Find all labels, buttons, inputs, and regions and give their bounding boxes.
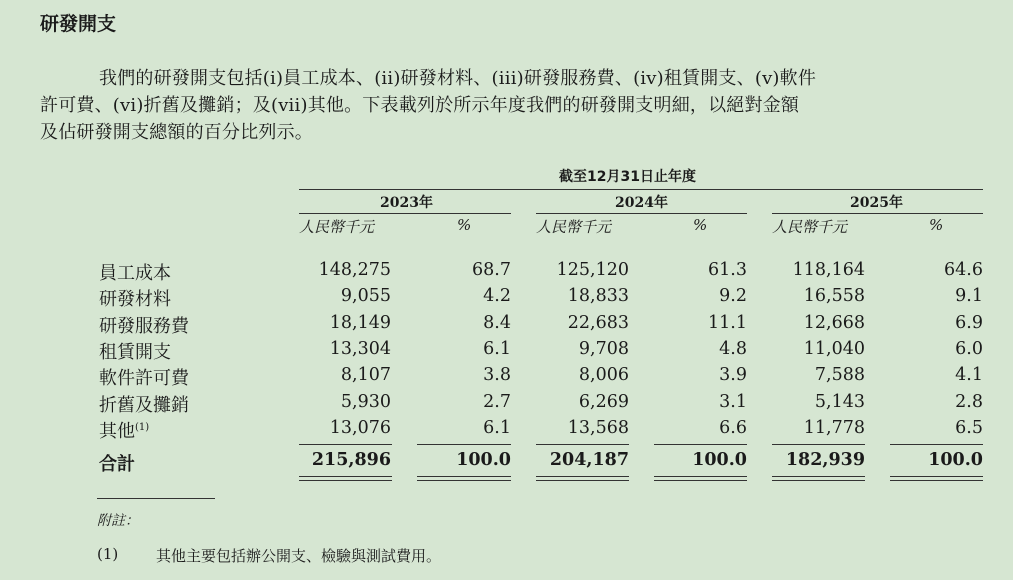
percent-cell: 6.5 [955,417,983,438]
amount-cell: 5,930 [340,391,391,412]
period-label: 截至12月31日止年度 [559,169,696,185]
total-percent-cell: 100.0 [456,450,511,470]
paragraph-line: 許可費、(vi)折舊及攤銷；及(vii)其他。下表載列於所示年度我們的研發開支明細，以絕對金額 [40,95,800,116]
percent-cell: 3.1 [719,391,747,412]
total-underline [654,476,747,477]
row-label: 軟件許可費 [99,368,189,390]
percent-cell: 6.6 [719,417,747,438]
total-underline [417,480,511,481]
total-underline [536,476,629,477]
percent-cell: 61.3 [708,260,747,280]
note-marker: (1) [97,545,119,563]
total-underline [890,476,983,477]
amount-cell: 9,055 [340,286,391,307]
row-label: 研發材料 [99,289,171,311]
row-label: 折舊及攤銷 [99,394,189,416]
percent-cell: 8.4 [483,312,511,333]
year-2025: 2025年 [850,195,903,211]
unit-pct: % [693,216,708,234]
total-underline [772,480,865,481]
amount-cell: 8,006 [578,365,629,386]
amount-cell: 118,164 [792,260,865,280]
percent-cell: 6.9 [955,312,983,333]
row-label: 其他$^{(1)}$ [99,420,150,442]
percent-cell: 9.2 [719,286,747,307]
percent-cell: 6.0 [955,338,983,359]
percent-cell: 2.8 [955,391,983,412]
total-amount-cell: 204,187 [549,450,629,470]
notes-title: 附註： [97,513,139,529]
percent-cell: 9.1 [955,286,983,307]
amount-cell: 12,668 [803,312,865,333]
unit-amount: 人民幣千元 [299,218,375,236]
notes-divider [97,498,215,499]
amount-cell: 7,588 [814,365,865,386]
subtotal-rule [299,444,392,445]
percent-cell: 64.6 [944,260,983,280]
total-underline [299,480,392,481]
percent-cell: 4.8 [719,338,747,359]
subtotal-rule [417,444,511,445]
amount-cell: 18,833 [567,286,629,307]
total-underline [654,480,747,481]
unit-pct: % [457,216,472,234]
amount-cell: 125,120 [556,260,629,280]
percent-cell: 68.7 [472,260,511,280]
amount-cell: 5,143 [814,391,865,412]
year-2024: 2024年 [615,195,668,211]
year-rule-2024 [536,213,747,214]
total-percent-cell: 100.0 [928,450,983,470]
percent-cell: 6.1 [483,417,511,438]
row-label: 租賃開支 [99,341,171,363]
paragraph-line: 我們的研發開支包括(i)員工成本、(ii)研發材料、(iii)研發服務費、(iv)租賃開支、(v)軟件 [99,68,817,89]
total-label: 合計 [99,454,135,475]
amount-cell: 11,040 [803,338,865,359]
amount-cell: 8,107 [340,365,391,386]
percent-cell: 4.1 [955,365,983,386]
unit-pct: % [929,216,944,234]
unit-amount: 人民幣千元 [536,218,612,236]
year-2023: 2023年 [380,195,433,211]
total-underline [417,476,511,477]
subtotal-rule [890,444,983,445]
percent-cell: 3.9 [719,365,747,386]
total-amount-cell: 182,939 [785,450,865,470]
subtotal-rule [772,444,865,445]
total-underline [299,476,392,477]
percent-cell: 2.7 [483,391,511,412]
total-underline [772,476,865,477]
row-label: 員工成本 [99,263,171,284]
unit-amount: 人民幣千元 [772,218,848,236]
amount-cell: 11,778 [803,417,865,438]
row-label: 研發服務費 [99,315,189,337]
total-percent-cell: 100.0 [692,450,747,470]
amount-cell: 16,558 [803,286,865,307]
percent-cell: 3.8 [483,365,511,386]
amount-cell: 13,304 [329,338,391,359]
header-rule [299,189,983,190]
section-title: 研發開支 [40,13,117,35]
amount-cell: 148,275 [318,260,391,280]
paragraph-line: 及佔研發開支總額的百分比列示。 [40,122,313,143]
percent-cell: 11.1 [708,312,747,333]
year-rule-2023 [299,213,511,214]
amount-cell: 22,683 [567,312,629,333]
total-underline [536,480,629,481]
amount-cell: 9,708 [578,338,629,359]
subtotal-rule [654,444,747,445]
percent-cell: 6.1 [483,338,511,359]
note-text: 其他主要包括辦公開支、檢驗與測試費用。 [156,547,442,565]
subtotal-rule [536,444,629,445]
footnote-marker: (1) [135,421,150,433]
amount-cell: 13,076 [329,417,391,438]
amount-cell: 18,149 [329,312,391,333]
total-underline [890,480,983,481]
amount-cell: 6,269 [578,391,629,412]
amount-cell: 13,568 [567,417,629,438]
total-amount-cell: 215,896 [311,450,391,470]
year-rule-2025 [772,213,983,214]
percent-cell: 4.2 [483,286,511,307]
